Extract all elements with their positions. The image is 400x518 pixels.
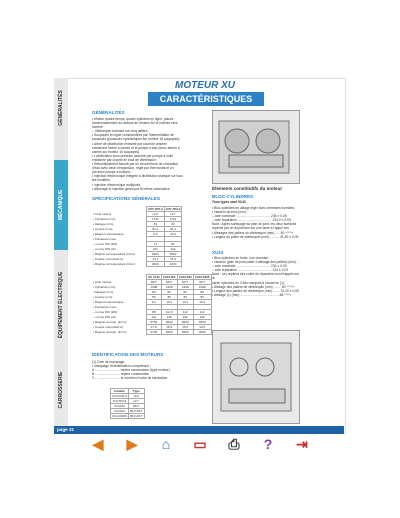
table-cell: 152 xyxy=(177,315,193,320)
exit-icon-glyph: ⇥ xyxy=(296,435,308,452)
table-cell: 19,5 xyxy=(193,325,211,330)
table-cell: RFY xyxy=(193,280,211,285)
table-cell: • Régime corresp. (tr/mn) xyxy=(93,320,127,324)
bloc-line-4: Nota : Après surfaçage du plan de joint, les deux surfaces xyxy=(212,222,297,227)
table-cell: XU7JP/L3 xyxy=(111,399,129,404)
table-cell: • Course (mm) xyxy=(93,295,113,299)
table-cell: 1761 xyxy=(164,217,182,222)
xu10-line-5: carter cylindres en 3 fois marqués à l'avant en (1). xyxy=(212,280,286,285)
generalites-line-13: pot avec pompe à buttons. xyxy=(92,170,131,175)
table-cell: • Course (mm) xyxy=(93,227,113,231)
home-icon-glyph: ⌂ xyxy=(161,436,171,452)
page-title: MOTEUR XU xyxy=(175,80,235,91)
table-cell: 6000 xyxy=(147,252,165,257)
table-cell: 6500 xyxy=(177,320,193,325)
table-cell: 10,4 xyxy=(161,300,177,305)
xu10-text xyxy=(212,256,300,297)
table-cell: • Régime correspondant (tr/mn) xyxy=(93,252,135,256)
table-cell: 2750 xyxy=(147,330,162,335)
table-cell: RFX xyxy=(161,280,177,285)
table-cell: 86 xyxy=(147,290,162,295)
table-header-cell: Type xyxy=(128,389,144,394)
page-number-bar xyxy=(54,426,344,434)
table-cell: 18,3 xyxy=(161,325,177,330)
specs-table-2 xyxy=(92,274,212,335)
table-cell: 111,9 xyxy=(161,310,177,315)
heading-specs: SPÉCIFICATIONS GÉNÉRALES xyxy=(92,196,161,201)
table-cell: 86 xyxy=(177,290,193,295)
table-cell: 81,4 xyxy=(147,227,165,232)
engine-drawing xyxy=(213,111,299,183)
table-cell: 15,3 xyxy=(147,257,165,262)
table-cell: 9,3 xyxy=(147,232,165,237)
heading-generalites: GÉNÉRALITÉS xyxy=(92,110,125,115)
previous-arrow-icon[interactable] xyxy=(86,436,110,452)
tab-generalites[interactable]: GÉNÉRALITÉS xyxy=(58,89,64,126)
identification-line-0: (1) Cote de marquage xyxy=(92,360,125,364)
table-cell: • Régime correspondant (tr/mn) xyxy=(93,262,135,266)
generalites-line-3: – Vilebrequin tournant sur cinq paliers. xyxy=(92,129,149,134)
table-cell: 5750 xyxy=(147,320,162,325)
table-cell: • Couple maxi (daN.m) xyxy=(93,257,124,261)
generalites-line-0: • Moteur quatre temps, quatre cylindres en ligne, placés xyxy=(92,117,174,121)
tab-equipement-electrique[interactable]: ÉQUIPEMENT ÉLECTRIQUE xyxy=(58,271,64,339)
table-cell: RFT xyxy=(177,280,193,285)
identification-line-4: C : ......................... le numéro d'ordre de fabrication xyxy=(92,376,168,381)
table-cell: 112 xyxy=(193,310,211,315)
xu10-line-6: • Alésage des paliers de vilebrequin (mm) ........ 60 ⁺⁰·⁰¹⁹ xyxy=(212,284,295,289)
specs-table-1 xyxy=(92,206,182,267)
help-icon-glyph: ? xyxy=(263,436,273,452)
table-cell: RFV-RFY xyxy=(129,414,143,418)
table-cell: • Alésage (mm) xyxy=(93,290,114,294)
table-cell: 1998 xyxy=(147,285,162,290)
home-icon[interactable] xyxy=(154,436,178,452)
table-cell: RFV xyxy=(147,280,162,285)
tab-mecanique[interactable]: MÉCANIQUE xyxy=(54,160,68,250)
table-cell: 83 xyxy=(147,222,165,227)
table-cell: LFZ xyxy=(128,394,144,399)
generalites-line-16: • Injection électronique multipoint. xyxy=(92,182,142,187)
bloc-line-5: repères par un dépôt bleu sur une lame à l'appui ces xyxy=(212,226,289,231)
generalites-text xyxy=(92,117,202,191)
generalites-line-6: • Arbre de distribution entraîné par courroie crantée xyxy=(92,141,167,146)
table-cell: 10,4 xyxy=(177,300,193,305)
bloc-line-0: • Bloc-cylindres en alliage léger avec chemises humides. xyxy=(212,206,295,210)
table-cell: • Alésage (mm) xyxy=(93,222,114,226)
tous-types-label: Tous types sauf XU10 xyxy=(212,200,247,204)
table-cell: 112 xyxy=(164,247,182,252)
table-cell: 10,4 xyxy=(193,300,211,305)
printer-icon-glyph: ⎙ xyxy=(228,435,240,452)
table-cell: 15,3 xyxy=(164,257,182,262)
identification-table xyxy=(110,388,145,419)
table-cell: 86 xyxy=(161,295,177,300)
table-cell: • Cylindrée (cm³) xyxy=(93,217,116,221)
table-cell: • Rapport volumétrique xyxy=(93,232,124,236)
table-cell: 4000 xyxy=(164,262,182,267)
xu10-line-8: • Alésage (1) (mm) .......................................... 86 ⁺⁰·⁰² xyxy=(212,292,291,297)
table-cell: 86 xyxy=(177,295,193,300)
next-arrow-icon[interactable] xyxy=(120,436,144,452)
table-row xyxy=(111,414,145,419)
generalites-line-1: transversalement au-dessus de l'essieu AV et inclinés vers xyxy=(92,121,178,126)
table-cell: 101 xyxy=(147,247,165,252)
table-cell: • Cote moteur xyxy=(93,280,112,284)
bloc-line-3: – cote réparation ..................................... 234,9 ± 0,05 xyxy=(212,218,291,223)
table-cell: 1998 xyxy=(177,285,193,290)
table-cell: 1998 xyxy=(193,285,211,290)
table-cell: 5500 xyxy=(164,252,182,257)
table-header-cell: XU7 JP/L3 xyxy=(165,207,181,211)
generalites-line-8: cames sur moteur 16 soupapes). xyxy=(92,149,141,154)
tab-carrosserie[interactable]: CARROSSERIE xyxy=(58,371,64,409)
table-cell: 86 xyxy=(193,295,211,300)
generalites-line-10: entraînée par chaîne en bout de vilebrequin. xyxy=(92,157,157,162)
block-drawing xyxy=(212,330,300,424)
table-cell: 86 xyxy=(147,295,162,300)
table-cell: 1998 xyxy=(161,285,177,290)
table-cell: XU10J2 xyxy=(111,404,129,409)
table-header-cell: XU10J4R xyxy=(178,275,192,279)
table-cell: • Rapport volumétrique xyxy=(93,300,124,304)
engine-image xyxy=(212,110,300,184)
table-cell: • Cylindrée (cm³) xyxy=(93,285,116,289)
table-cell: 3500 xyxy=(177,330,193,335)
bloc-line-7: • Largeur du palier de vilebrequin (mm) .......... 31,50 ± 0,05 xyxy=(212,234,299,239)
table-header-cell: XU 10J2 xyxy=(148,275,160,279)
table-cell: XU10J4 xyxy=(111,409,129,414)
table-cell: RFV xyxy=(128,404,144,409)
generalites-line-2: l'arrière. xyxy=(92,125,104,130)
table-cell: 88 xyxy=(147,310,162,315)
xu10-line-3: – cote réparation ..................................... 234 ± 0,03 xyxy=(212,268,289,273)
table-cell: LFY xyxy=(128,399,144,404)
help-icon[interactable] xyxy=(256,436,280,452)
bloc-line-2: – cote nominale ..................................... 235 ± 0,05 xyxy=(212,214,287,219)
table-cell: 3000 xyxy=(147,262,165,267)
table-cell: • Régime corresp. (tr/mn) xyxy=(93,330,127,334)
table-cell: 81,4 xyxy=(164,227,182,232)
table-cell: 6500 xyxy=(193,320,211,325)
xu10-line-4: Nota : Les repères des cotes de réparation sont frappés sur le xyxy=(212,272,300,281)
table-cell: 83 xyxy=(164,222,182,227)
table-cell: • Cote moteur xyxy=(93,212,112,216)
table-cell: – norme ISO (kW) xyxy=(93,242,118,246)
table-cell: 10,4 xyxy=(164,232,182,237)
table-cell: 86 xyxy=(193,290,211,295)
table-cell: 4000 xyxy=(193,330,211,335)
table-cell: 17,8 xyxy=(147,325,162,330)
table-cell: 121 xyxy=(147,315,162,320)
book-icon-glyph: ▭ xyxy=(193,435,207,452)
table-cell: • Puissance maxi : xyxy=(93,305,118,309)
table-cell: XU10J4/L3 xyxy=(112,394,127,398)
generalites-line-9: • Lubrification sous pression assurée par pompe à huile xyxy=(92,153,174,158)
table-row xyxy=(92,330,211,335)
bloc-line-6: • Alésages des paliers du vilebrequin (mm) ..... 60 ⁺⁰·⁰¹⁹ xyxy=(212,230,294,235)
generalites-line-4: • Soupapes en ligne commandées par l'intermédiaire de xyxy=(92,133,174,138)
table-header-cell: Famille xyxy=(111,389,129,394)
table-cell: LFZ xyxy=(147,212,165,217)
table-cell: LFY xyxy=(164,212,182,217)
identification-text xyxy=(92,360,202,380)
identification-line-3: B : ......................... repère constructeur xyxy=(92,372,150,377)
heading-bloc: BLOC-CYLINDRES xyxy=(212,194,254,199)
generalites-line-7: entraînant l'arbre à cames et la pompe à eau (deux arbres à xyxy=(92,145,180,150)
table-cell: 81 xyxy=(164,242,182,247)
table-cell: XU10J4RS xyxy=(112,414,127,418)
exit-icon[interactable] xyxy=(290,436,314,452)
heading-xu10: XU10 xyxy=(212,250,224,255)
table-cell: – norme DIN (ch) xyxy=(93,315,117,319)
table-cell: 113 xyxy=(177,310,193,315)
heading-identification: IDENTIFICATION DES MOTEURS xyxy=(92,352,164,357)
generalites-line-5: poussoirs (poussoirs hydrauliques sur moteur 16 soupapes). xyxy=(92,137,181,142)
heading-elements: Éléments constitutifs du moteur xyxy=(212,186,283,191)
page-number: page 31 xyxy=(57,427,75,432)
printer-icon[interactable] xyxy=(222,436,246,452)
book-icon[interactable] xyxy=(188,436,212,452)
identification-line-1: • Marquage d'identification comprenant : xyxy=(92,364,151,369)
table-cell: 135 xyxy=(193,315,211,320)
table-cell: 135 xyxy=(161,315,177,320)
bloc-text xyxy=(212,206,300,239)
identification-line-2: A : ......................... repère constructeur (type moteur) xyxy=(92,368,170,373)
bloc-line-1: • Hauteur du bloc (mm) : xyxy=(212,210,248,215)
table-header-cell: XU5 JP/L3 xyxy=(148,207,163,211)
generalites-line-14: • Injection électronique intégrée à distribution statique sur tous xyxy=(92,174,183,179)
xu10-line-1: • Hauteur (plan de joint palier d'alésage des paliers) (mm) : xyxy=(212,260,298,265)
generalites-line-11: • Refroidissement assuré par un circuit fermé de circulation xyxy=(92,162,179,167)
xu10-line-7: • Largeur des paliers de vilebrequin (mm) ....... 31,20 ± 0,05 xyxy=(212,288,299,293)
next-arrow-icon-glyph: ▶ xyxy=(126,435,138,452)
xu10-line-0: • Bloc-cylindres en fonte, non chemisé. xyxy=(212,256,269,260)
table-cell: • Puissance maxi : xyxy=(93,237,118,241)
table-header-cell: XU10J4RS xyxy=(194,275,210,279)
table-cell: 9,2 xyxy=(147,300,162,305)
table-cell: 74 xyxy=(147,242,165,247)
generalites-line-12: d'eau avec vase d'expansion, réglé par thermostat et un xyxy=(92,166,174,171)
table-cell: 6000 xyxy=(161,320,177,325)
previous-arrow-icon-glyph: ◀ xyxy=(92,435,104,452)
table-header-cell: XU10J2C xyxy=(162,275,176,279)
table-cell: – norme DIN (ch) xyxy=(93,247,117,251)
cylinder-block-drawing xyxy=(213,331,299,423)
section-banner: CARACTÉRISTIQUES xyxy=(148,92,264,106)
generalites-line-15: les modèles. xyxy=(92,178,111,183)
table-cell: 86 xyxy=(161,290,177,295)
table-cell: 1761 xyxy=(147,217,165,222)
table-cell: – norme ISO (kW) xyxy=(93,310,118,314)
xu10-line-2: – cote nominale ..................................... 234 ± 0,03 xyxy=(212,264,287,269)
generalites-line-17: • Allumage et injection gérés par le même calculateur. xyxy=(92,186,171,191)
table-row xyxy=(92,262,182,267)
table-cell: 19,5 xyxy=(177,325,193,330)
table-cell: RFX-RFT xyxy=(129,409,143,413)
table-cell: 4000 xyxy=(161,330,177,335)
table-cell: • Couple maxi (daN.m) xyxy=(93,325,124,329)
